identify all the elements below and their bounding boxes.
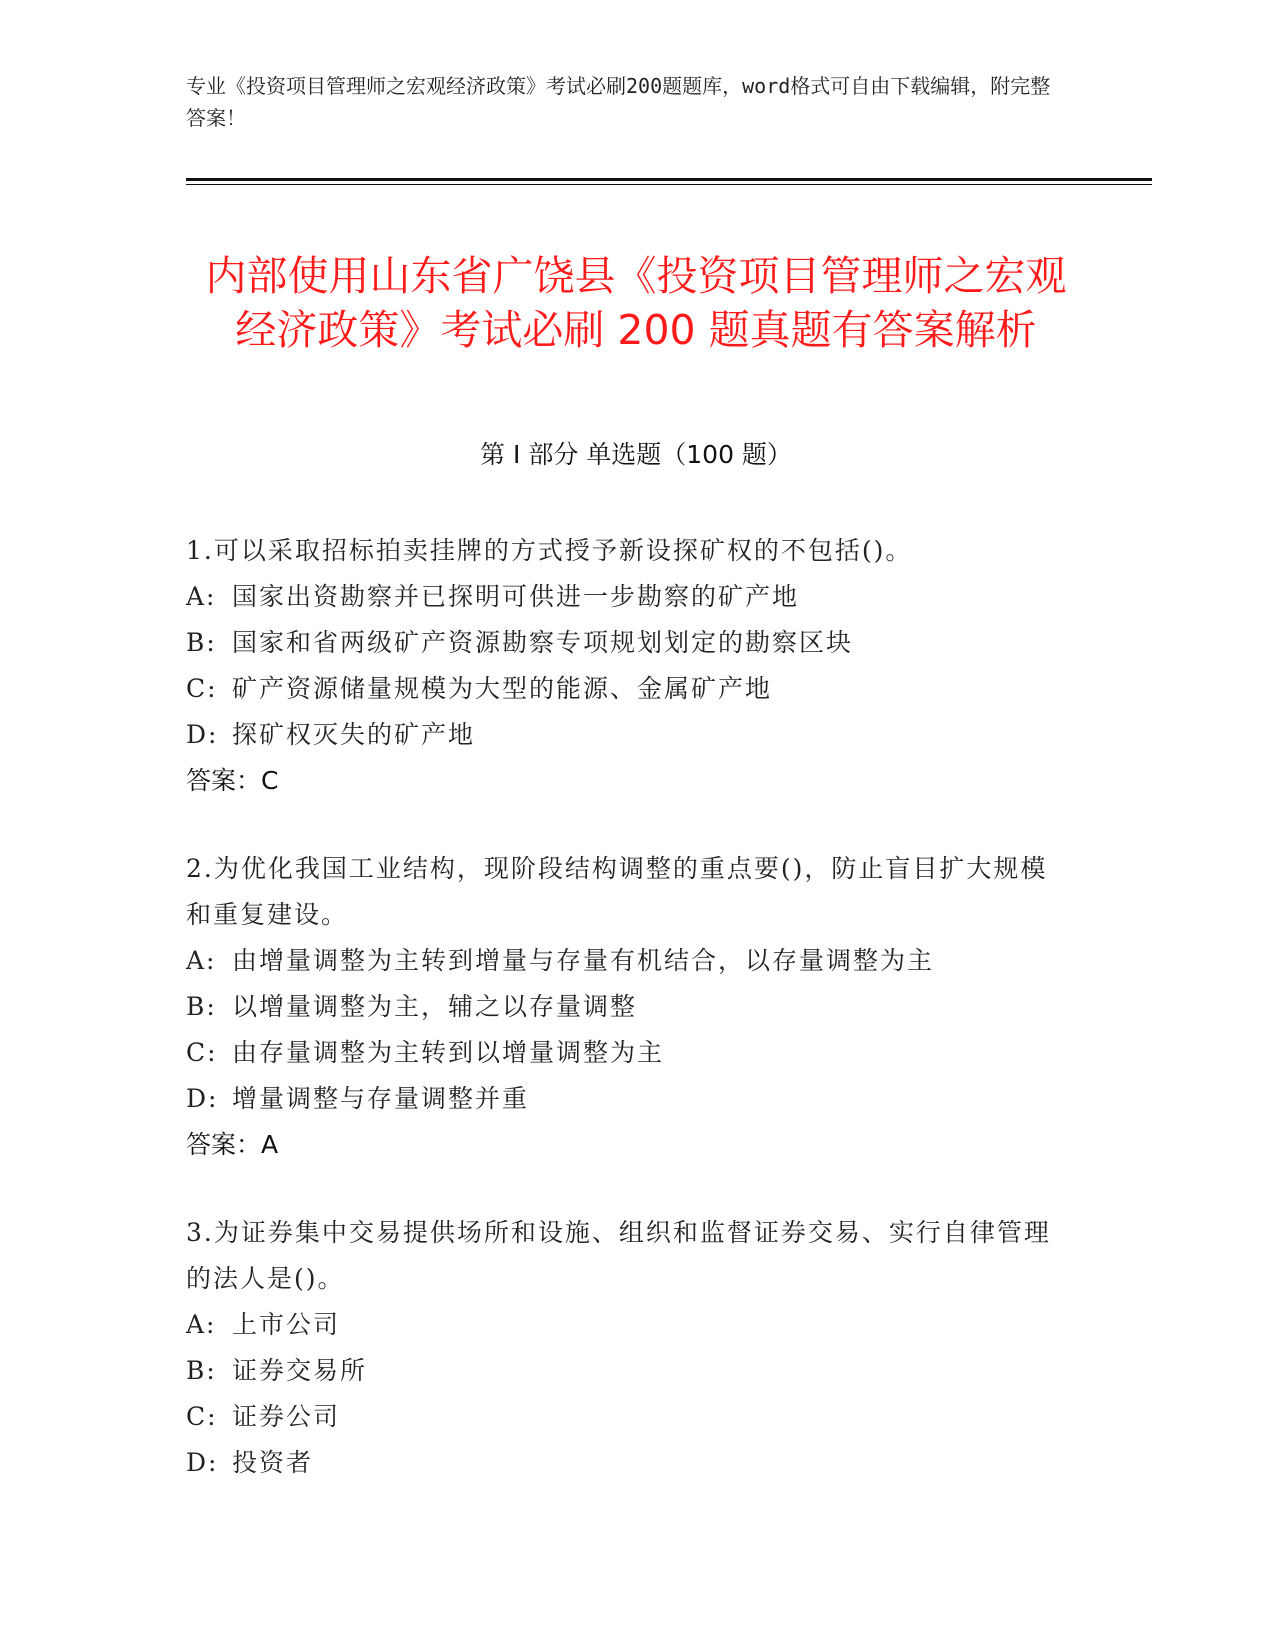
option-c [186,1394,1066,1440]
option-text: 投资者 [232,1448,314,1477]
option-b [186,984,1066,1030]
option-text: 矿产资源储量规模为大型的能源、金属矿产地 [232,674,773,703]
option-key: D: [186,1084,219,1113]
answer: 答案：A [186,1130,279,1159]
option-b [186,1348,1066,1394]
option-key: D: [186,720,219,749]
option-text: 国家出资勘察并已探明可供进一步勘察的矿产地 [232,582,800,611]
header-divider-thin [186,184,1152,185]
option-text: 证券交易所 [232,1356,368,1385]
option-text: 探矿权灭失的矿产地 [232,720,476,749]
option-a [186,1302,1066,1348]
question-list [186,528,1066,1528]
option-key: C: [186,674,218,703]
document-title: 内部使用山东省广饶县《投资项目管理师之宏观经济政策》考试必刷 200 题真题有答案解析 [205,252,1067,355]
option-text: 证券公司 [232,1402,341,1431]
option-key: B: [186,1356,217,1385]
header-note: 专业《投资项目管理师之宏观经济政策》考试必刷200题题库，word格式可自由下载编辑，附完整答案！ [186,74,1051,130]
option-key: A: [186,1310,217,1339]
section-heading: 第 I 部分 单选题（100 题） [480,440,792,469]
option-a [186,574,1066,620]
option-key: B: [186,628,217,657]
option-c [186,666,1066,712]
option-text: 增量调整与存量调整并重 [232,1084,530,1113]
option-text: 由增量调整为主转到增量与存量有机结合，以存量调整为主 [232,946,935,975]
option-key: A: [186,582,217,611]
option-key: D: [186,1448,219,1477]
option-c [186,1030,1066,1076]
option-text: 上市公司 [232,1310,341,1339]
option-key: A: [186,946,217,975]
option-b [186,620,1066,666]
question-stem: 3.为证券集中交易提供场所和设施、组织和监督证券交易、实行自律管理的法人是()。 [186,1218,1051,1293]
question-1 [186,528,1066,804]
option-text: 以增量调整为主，辅之以存量调整 [232,992,638,1021]
answer: 答案：C [186,766,279,795]
option-text: 国家和省两级矿产资源勘察专项规划划定的勘察区块 [232,628,854,657]
option-d [186,712,1066,758]
option-key: C: [186,1402,218,1431]
option-d [186,1440,1066,1486]
option-text: 由存量调整为主转到以增量调整为主 [232,1038,665,1067]
option-a [186,938,1066,984]
question-stem: 1.可以采取招标拍卖挂牌的方式授予新设探矿权的不包括()。 [186,536,913,565]
question-2 [186,846,1066,1168]
question-stem: 2.为优化我国工业结构，现阶段结构调整的重点要()，防止盲目扩大规模和重复建设。 [186,854,1048,929]
option-d [186,1076,1066,1122]
option-key: C: [186,1038,218,1067]
question-3 [186,1210,1066,1486]
option-key: B: [186,992,217,1021]
header-divider-thick [186,178,1152,181]
